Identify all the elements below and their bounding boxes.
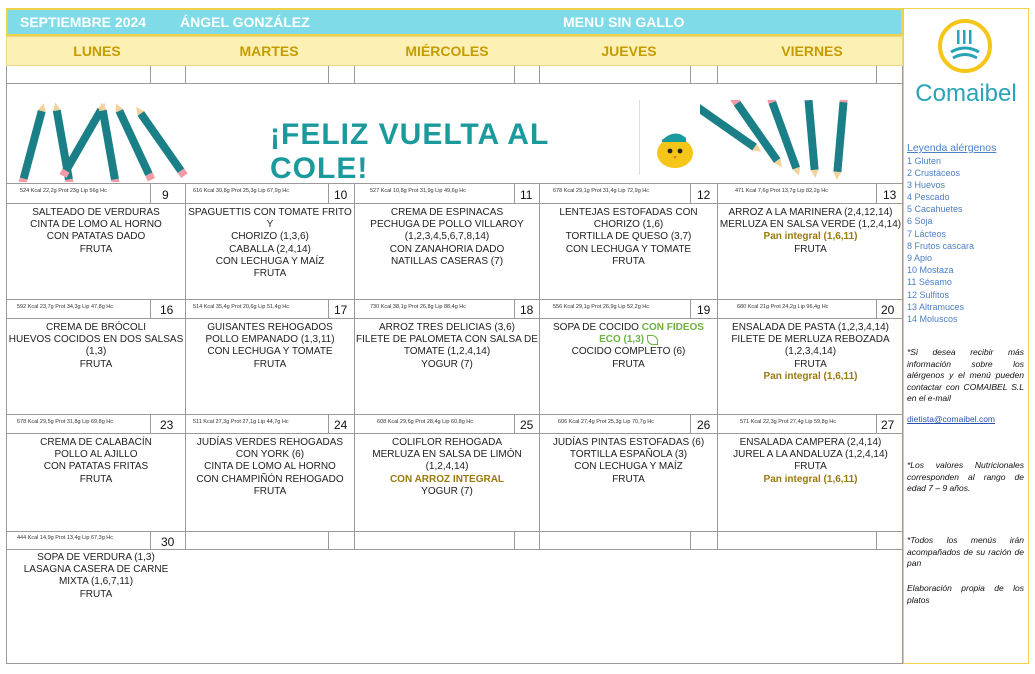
day-menu: [356, 207, 538, 268]
day-menu: [8, 322, 184, 371]
allergen-item: 12 Sulfitos: [907, 290, 950, 300]
day-menu: [541, 207, 716, 268]
dish-line: HUEVOS COCIDOS EN DOS SALSAS: [8, 334, 184, 346]
bread-note-footer: *Todos los menús irán acompañados de su ración de pan: [907, 535, 1024, 568]
day-number: 12: [697, 188, 711, 202]
day-number: 11: [520, 188, 533, 202]
grid-line: [876, 414, 877, 433]
grid-line: [539, 66, 540, 83]
grid-line: [876, 531, 877, 549]
nutrition-info: 556 Kcal 29,1g Prot 26,9g Lip 52,2g Hc: [553, 304, 650, 310]
dish-line: TORTILLA ESPAÑOLA (3): [569, 449, 688, 461]
dish-line: SOPA DE VERDURA (1,3): [37, 552, 155, 563]
contact-email-link[interactable]: dietista@comaibel.com: [907, 414, 995, 424]
nutrition-info: 471 Kcal 7,6g Prot 13,7g Lip 82,2g Hc: [735, 188, 828, 194]
divider: [639, 100, 640, 175]
dish-line: FRUTA: [79, 588, 113, 600]
dish-line: ARROZ A LA MARINERA (2,4,12,14): [728, 207, 893, 218]
day-number: 26: [697, 418, 711, 432]
dish-line: CON ZANAHORIA DADO: [389, 243, 505, 255]
allergen-item: 11 Sésamo: [907, 277, 952, 287]
dish-line: MIXTA (1,6,7,11): [58, 576, 134, 588]
grid-line: [690, 531, 691, 549]
grid-line: [6, 318, 903, 319]
dish-line: ENSALADA CAMPERA (2,4,14): [739, 437, 882, 448]
header-bar: [6, 8, 903, 36]
grid-line: [690, 66, 691, 83]
grid-line: [185, 66, 186, 83]
dish-line: CHORIZO (1,3,6): [231, 231, 309, 243]
day-menu: [187, 437, 353, 498]
dish-line: CON LECHUGA Y MAÍZ: [215, 255, 325, 267]
dish-line: [541, 322, 716, 346]
grid-line: [185, 531, 186, 549]
dish-line: TOMATE (1,2,4,14): [403, 346, 491, 358]
nutrition-info: 678 Kcal 29,5g Prot 31,8g Lip 69,8g Hc: [17, 419, 114, 425]
chick-mascot-illustration: [650, 128, 700, 170]
dish-line: FILETE DE PALOMETA CON SALSA DE: [356, 334, 538, 346]
bread-note: Pan integral (1,6,11): [763, 370, 858, 382]
grid-line: [6, 433, 903, 434]
dish-text: SOPA DE COCIDO: [553, 322, 639, 333]
grid-line: [876, 66, 877, 83]
dish-line: CHORIZO (1,6): [593, 219, 664, 231]
dish-line: FILETE DE MERLUZA REBOZADA: [731, 334, 890, 346]
day-number: 16: [160, 303, 174, 317]
dish-line: GUISANTES REHOGADOS: [207, 322, 333, 333]
dish-line: CON LECHUGA Y MAÍZ: [574, 461, 683, 473]
weekday-miercoles: MIÉRCOLES: [405, 43, 489, 59]
grid-line: [328, 66, 329, 83]
nutrition-info: 592 Kcal 23,7g Prot 34,3g Lip 47,8g Hc: [17, 304, 114, 310]
allergen-item: 8 Frutos cascara: [907, 241, 975, 251]
dish-line: CABALLA (2,4,14): [229, 243, 311, 255]
dish-line: FRUTA: [612, 255, 645, 267]
day-number: 23: [160, 418, 174, 432]
day-number: 27: [881, 418, 895, 432]
grid-line: [876, 299, 877, 318]
day-menu: [356, 437, 538, 498]
grid-line: [514, 414, 515, 433]
eco-leaf-icon: [647, 335, 658, 345]
day-number: 24: [334, 418, 348, 432]
day-menu: [187, 207, 353, 280]
bread-note: Pan integral (1,6,11): [763, 473, 858, 485]
day-menu: [8, 207, 184, 256]
dish-line: FRUTA: [253, 485, 287, 497]
dish-line: FRUTA: [612, 473, 645, 485]
grid-line: [354, 531, 355, 549]
dish-line: CON PATATAS FRITAS: [43, 461, 149, 473]
header-student-name: ÁNGEL GONZÁLEZ: [180, 14, 310, 30]
day-menu: [187, 322, 353, 371]
dish-line: POLLO AL AJILLO: [54, 449, 138, 461]
dish-line: FRUTA: [79, 243, 113, 255]
nutrition-info: 680 Kcal 21g Prot 24,2g Lip 96,4g Hc: [737, 304, 829, 310]
day-number: 13: [883, 188, 897, 202]
grid-line: [717, 531, 718, 549]
dish-line: FRUTA: [794, 358, 827, 370]
day-number: 20: [881, 303, 895, 317]
allergen-item: 7 Lácteos: [907, 229, 947, 239]
grid-line: [514, 66, 515, 83]
dish-line: FRUTA: [794, 243, 827, 255]
dish-line: NATILLAS CASERAS (7): [390, 255, 504, 267]
day-menu: [719, 207, 902, 256]
grid-line: [150, 299, 151, 318]
dish-line: CREMA DE BRÓCOLI: [45, 322, 147, 333]
dish-line: COLIFLOR REHOGADA: [391, 437, 503, 448]
nutrition-info: 678 Kcal 29,1g Prot 31,4g Lip 72,9g Hc: [553, 188, 650, 194]
day-menu: [541, 437, 716, 486]
day-number: 18: [520, 303, 534, 317]
grid-line: [6, 549, 903, 550]
dish-line: FRUTA: [253, 268, 287, 280]
grid-line: [6, 299, 903, 300]
day-number: 17: [334, 303, 348, 317]
nutrition-info: 511 Kcal 27,3g Prot 27,1g Lip 44,7g Hc: [193, 419, 289, 425]
nutrition-age-note: *Los valores Nutricionales corresponden al rango de edad 7 – 9 años.: [907, 460, 1024, 493]
grid-line: [185, 183, 186, 531]
allergen-item: 14 Moluscos: [907, 314, 958, 324]
dish-line: JUDÍAS PINTAS ESTOFADAS (6): [552, 437, 705, 448]
dish-line: CREMA DE ESPINACAS: [390, 207, 504, 218]
dish-line: FRUTA: [794, 461, 827, 473]
grid-line: [6, 531, 903, 532]
eco-label: CON FIDEOS ECO (1,3): [599, 322, 704, 346]
dish-line: SALTEADO DE VERDURAS: [32, 207, 160, 218]
banner-title: ¡FELIZ VUELTA AL COLE!: [270, 118, 549, 185]
dish-line: YOGUR (7): [421, 358, 473, 370]
day-number: 19: [697, 303, 711, 317]
grid-line: [150, 531, 151, 549]
grid-line: [150, 66, 151, 83]
dish-line: CREMA DE CALABACÍN: [40, 437, 152, 448]
dish-line: YOGUR (7): [421, 485, 473, 497]
dish-line: CON PATATAS DADO: [46, 231, 146, 243]
grid-line: [514, 531, 515, 549]
day-number: 9: [162, 188, 169, 202]
weekday-lunes: LUNES: [73, 43, 121, 59]
comaibel-logo-icon: [937, 18, 993, 74]
dish-line: JUREL A LA ANDALUZA (1,2,4,14): [733, 449, 888, 461]
day-menu: [719, 322, 902, 383]
grid-line: [150, 414, 151, 433]
grid-line: [6, 414, 903, 415]
dish-line: CON LECHUGA Y TOMATE: [207, 346, 333, 358]
grid-line: [514, 299, 515, 318]
dish-line: CINTA DE LOMO AL HORNO: [204, 461, 336, 473]
dish-line: LENTEJAS ESTOFADAS CON: [559, 207, 698, 218]
allergen-item: 1 Gluten: [907, 156, 942, 166]
weekday-header: [6, 36, 903, 66]
dish-line: FRUTA: [79, 358, 113, 370]
allergen-item: 10 Mostaza: [907, 265, 954, 275]
nutrition-info: 524 Kcal 22,2g Prot 23g Lip 56g Hc: [20, 188, 107, 194]
header-month: SEPTIEMBRE 2024: [20, 14, 147, 30]
dish-line: ENSALADA DE PASTA (1,2,3,4,14): [732, 322, 889, 333]
dish-line: (1,3): [85, 346, 107, 358]
day-menu: [356, 322, 538, 371]
grid-line: [328, 414, 329, 433]
dish-line: CON YORK (6): [235, 449, 305, 461]
dish-line: TORTILLA DE QUESO (3,7): [565, 231, 692, 243]
dish-line: SPAGUETTIS CON TOMATE FRITO Y: [188, 207, 352, 231]
dish-line: FRUTA: [253, 358, 287, 370]
grid-line: [354, 183, 355, 531]
allergen-item: 9 Apio: [907, 253, 933, 263]
allergen-item: 2 Crustáceos: [907, 168, 961, 178]
allergen-item: 3 Huevos: [907, 180, 946, 190]
side-dish-highlight: CON ARROZ INTEGRAL: [389, 473, 505, 485]
dish-line: FRUTA: [79, 473, 113, 485]
grid-line: [328, 183, 329, 203]
nutrition-info: 444 Kcal 14,9g Prot 13,4g Lip 67,3g Hc: [17, 535, 114, 541]
day-menu: [541, 322, 716, 371]
grid-line: [539, 183, 540, 531]
allergen-legend-title: Leyenda alérgenos: [907, 142, 997, 154]
nutrition-info: 606 Kcal 27,4g Prot 25,3g Lip 70,7g Hc: [558, 419, 655, 425]
grid-line: [6, 83, 903, 84]
dish-line: POLLO EMPANADO (1,3,11): [205, 334, 335, 346]
grid-line: [328, 531, 329, 549]
day-menu: [8, 437, 184, 486]
dish-line: JUDÍAS VERDES REHOGADAS: [196, 437, 344, 448]
nutrition-info: 571 Kcal 22,3g Prot 27,4g Lip 59,8g Hc: [740, 419, 837, 425]
contact-note: *Si desea recibir más información sobre los alérgenos y el menú pueden contactar con COMAIBEL S.L en el e-mail: [907, 347, 1024, 403]
nutrition-info: 527 Kcal 10,8g Prot 31,9g Lip 49,6g Hc: [370, 188, 467, 194]
day-number: 25: [520, 418, 534, 432]
allergen-item: 5 Cacahuetes: [907, 204, 963, 214]
dish-line: CON LECHUGA Y TOMATE: [565, 243, 692, 255]
weekday-viernes: VIERNES: [781, 43, 843, 59]
dish-line: COCIDO COMPLETO (6): [571, 346, 686, 358]
day-number: 10: [334, 188, 348, 202]
grid-line: [6, 203, 903, 204]
dish-line: MERLUZA EN SALSA DE LIMÓN: [372, 449, 522, 461]
dish-line: ARROZ TRES DELICIAS (3,6): [379, 322, 515, 333]
nutrition-info: 616 Kcal 30,8g Prot 25,3g Lip 67,9g Hc: [193, 188, 290, 194]
weekday-martes: MARTES: [239, 43, 299, 59]
grid-line: [690, 299, 691, 318]
grid-line: [328, 299, 329, 318]
pencils-left-illustration: [14, 90, 189, 182]
allergen-item: 6 Soja: [907, 216, 933, 226]
grid-line: [150, 183, 151, 203]
grid-line: [539, 531, 540, 549]
own-preparation-note: Elaboración propia de los platos: [907, 583, 1024, 605]
day-menu: [719, 437, 902, 486]
allergen-item: 4 Pescado: [907, 192, 950, 202]
dish-line: (1,2,3,4,5,6,7,8,14): [404, 231, 490, 243]
grid-line: [354, 66, 355, 83]
weekday-jueves: JUEVES: [601, 43, 657, 59]
dish-line: (1,2,4,14): [425, 461, 469, 473]
dish-line: (1,2,3,4,14): [784, 346, 837, 358]
bread-note: Pan integral (1,6,11): [763, 231, 858, 243]
grid-line: [690, 414, 691, 433]
grid-line: [717, 183, 718, 531]
grid-line: [717, 66, 718, 83]
nutrition-info: 730 Kcal 38,1g Prot 26,8g Lip 88,4g Hc: [370, 304, 467, 310]
dish-line: CINTA DE LOMO AL HORNO: [30, 219, 162, 231]
nutrition-info: 514 Kcal 35,4g Prot 20,6g Lip 51,4g Hc: [193, 304, 290, 310]
nutrition-info: 608 Kcal 29,6g Prot 28,4g Lip 60,8g Hc: [377, 419, 474, 425]
dish-line: CON CHAMPIÑÓN REHOGADO: [196, 473, 344, 485]
dish-line: MERLUZA EN SALSA VERDE (1,2,4,14): [719, 219, 902, 231]
logo-text: Comaibel: [915, 80, 1017, 107]
dish-line: LASAGNA CASERA DE CARNE: [23, 564, 169, 576]
grid-line: [690, 183, 691, 203]
day-number: 30: [161, 535, 175, 549]
grid-line: [876, 183, 877, 203]
day-menu: [8, 552, 184, 601]
grid-line: [514, 183, 515, 203]
dish-line: FRUTA: [612, 358, 645, 370]
pencils-right-illustration: [700, 100, 865, 182]
header-menu-type: MENU SIN GALLO: [563, 14, 685, 30]
allergen-item: 13 Altramuces: [907, 302, 965, 312]
dish-line: PECHUGA DE POLLO VILLAROY: [370, 219, 524, 231]
